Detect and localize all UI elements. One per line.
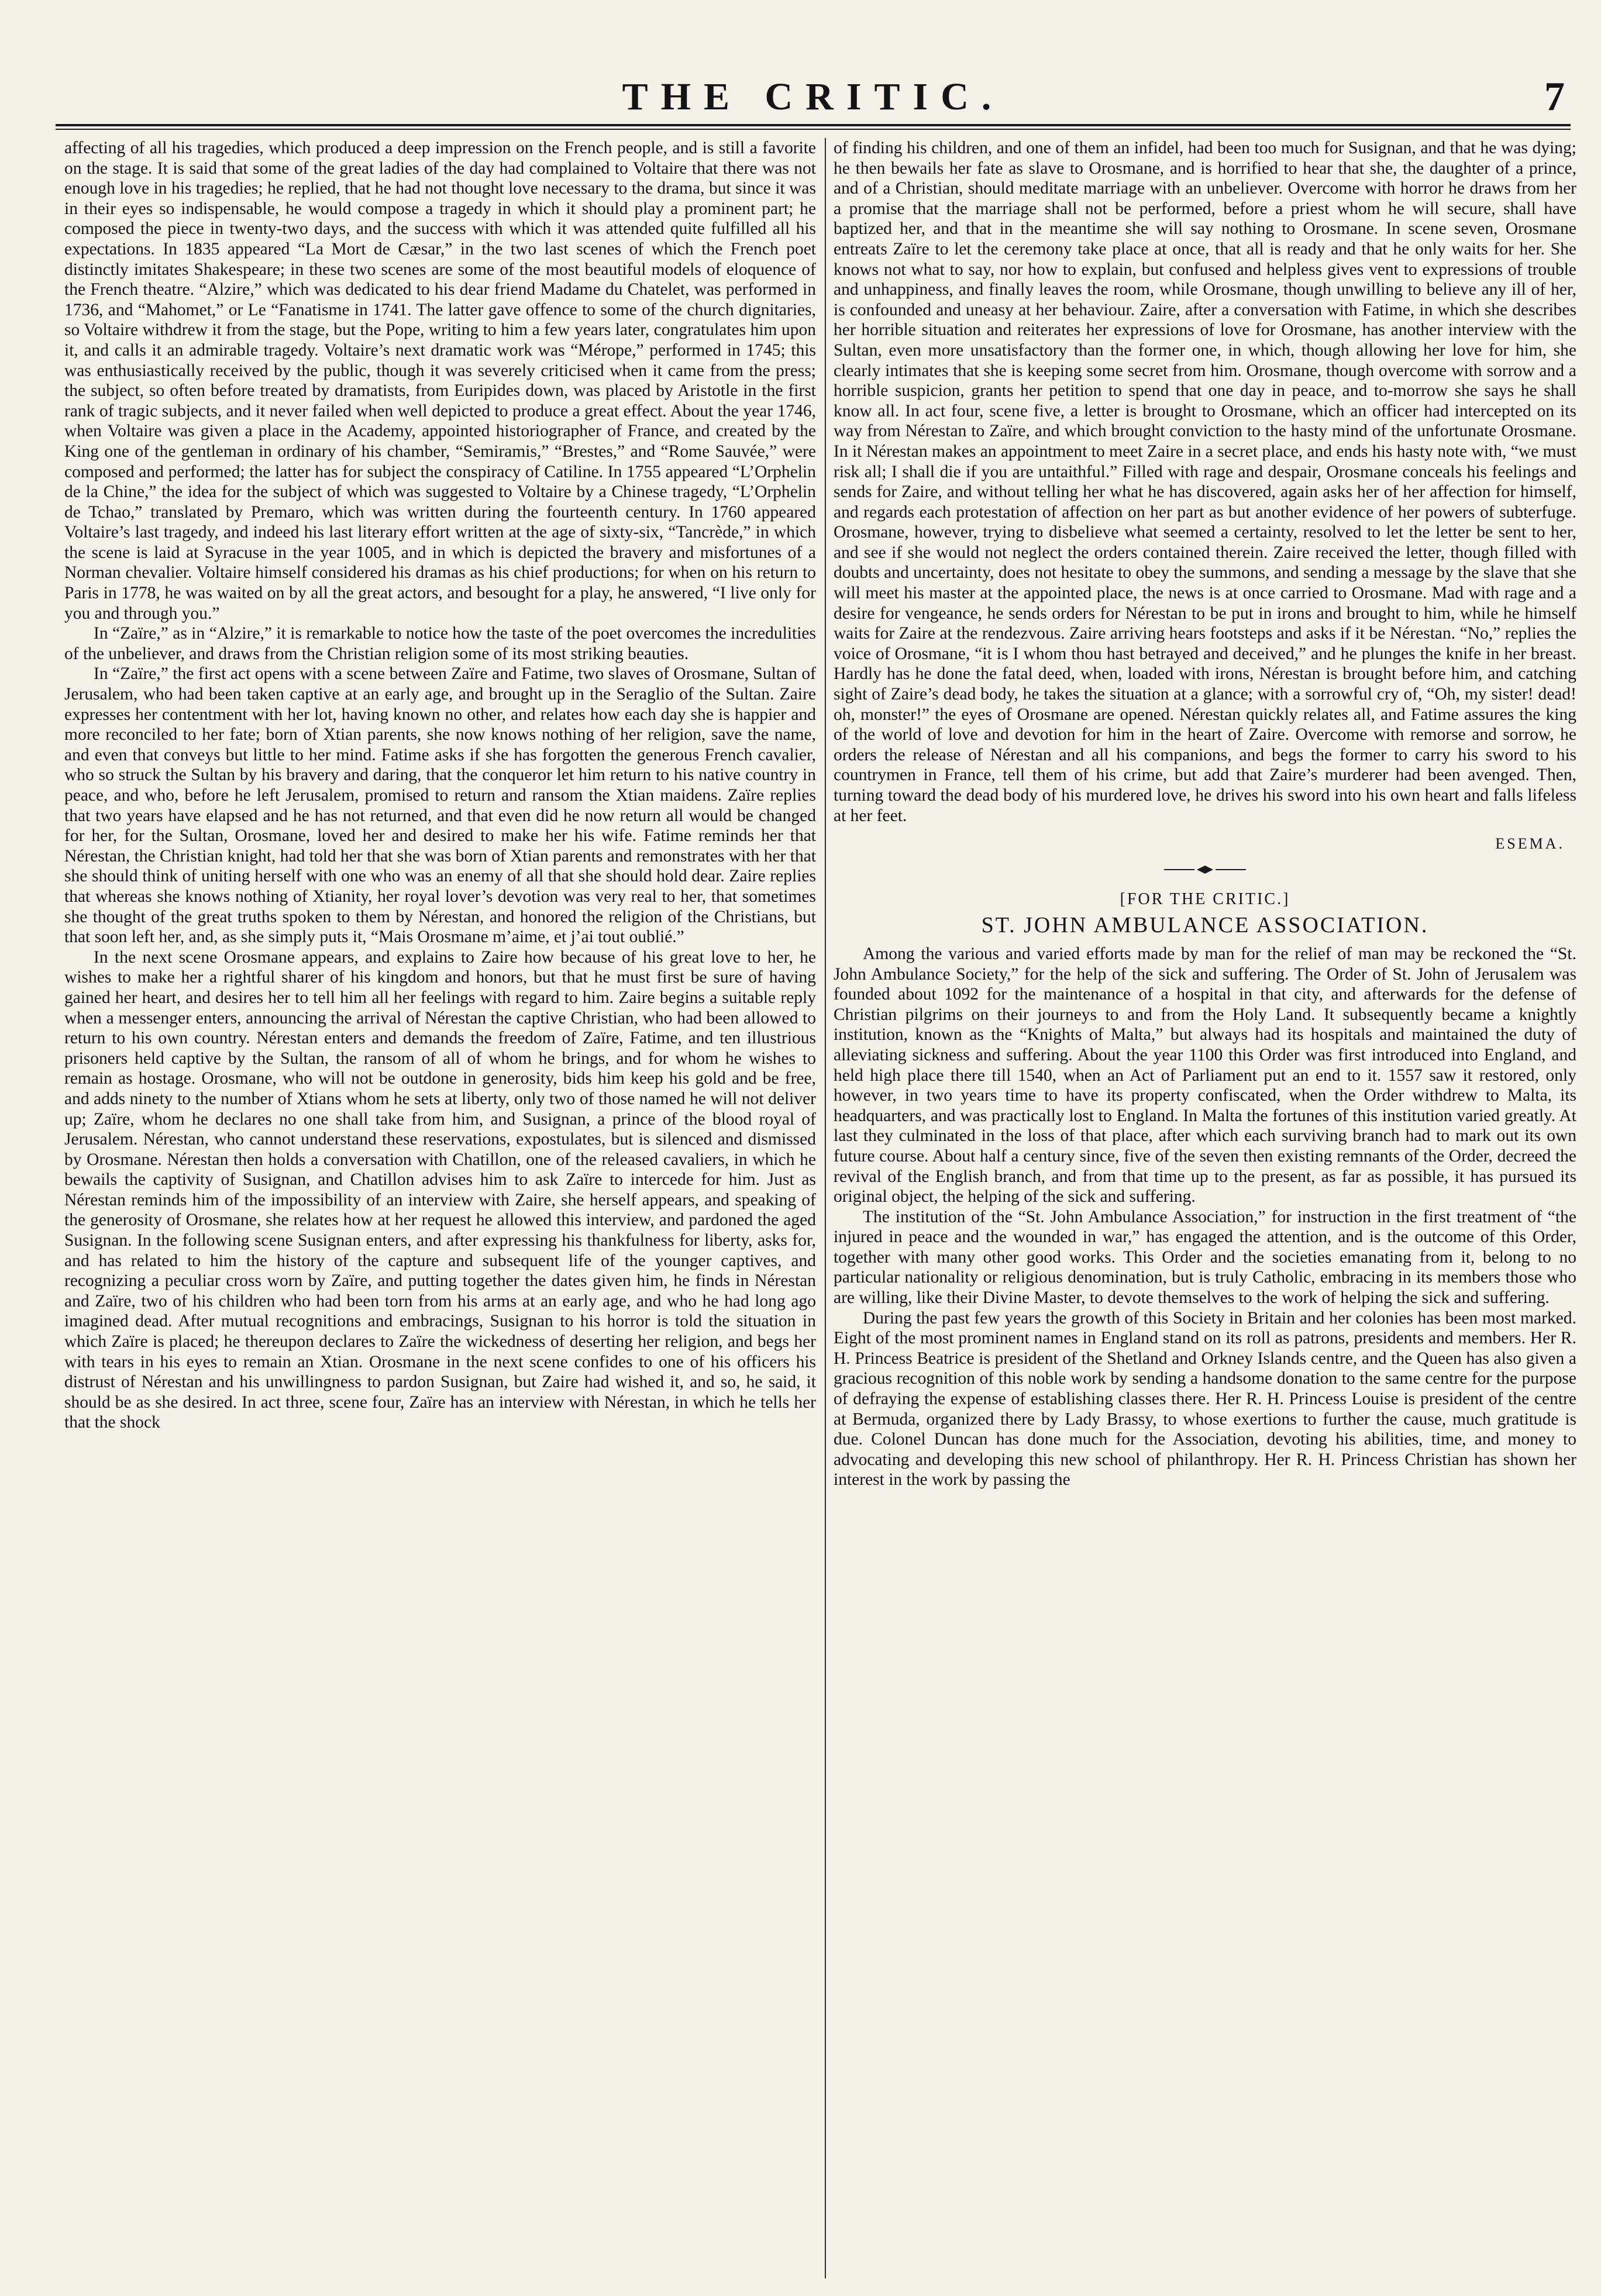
- left-column: [64, 138, 816, 2278]
- article-paragraph: In “Zaïre,” the first act opens with a scene between Zaïre and Fatime, two slaves of Orosmane, Sultan of Jerusalem, who had been taken captive at an early age, and brought up in the Seraglio of the Sultan. Zaire expresses her contentment with her lot, having known no other, and relates how each day she is happier and more reconciled to her fate; born of Xtian parents, she now knows nothing of her religion, save the name, and even that conveys but little to her mind. Fatime asks if she has forgotten the generous French cavalier, who so struck the Sultan by his bravery and daring, that the conqueror let him return to his native country in peace, and who, before he left Jerusalem, promised to return and ransom the Xtian maidens. Zaïre replies that two years have elapsed and he has not returned, and that even did he now return all would be changed for her, for the Sultan, Orosmane, loved her and desired to make her his wife. Fatime reminds her that Nérestan, the Christian knight, had told her that she was born of Xtian parents and remonstrates with her that she should think of uniting herself with one who was an enemy of all that she should hold dear. Zaire replies that whereas she knows nothing of Xtianity, her royal lover’s devotion was very real to her, that sometimes she thought of the great truths spoken to them by Nérestan, and honored the religion of the Christians, but that soon left her, and, as she simply puts it, “Mais Orosmane m’aime, et j’ai tout oublié.”: [64, 664, 816, 947]
- article-paragraph: In the next scene Orosmane appears, and explains to Zaire how because of his great love to her, he wishes to make her a rightful sharer of his kingdom and honors, but that he must first be sure of having gained her heart, and desires her to tell him all her feelings with regard to him. Zaire begins a suitable reply when a messenger enters, announcing the arrival of Nérestan the captive Christian, who had been allowed to return to his own country. Nérestan enters and demands the freedom of Zaïre, Fatime, and ten illustrious prisoners held captive by the Sultan, the ransom of all of whom he brings, and for whom he wishes to remain as hostage. Orosmane, who will not be outdone in generosity, bids him keep his gold and be free, and adds ninety to the number of Xtians whom he sets at liberty, only two of those named he will not deliver up; Zaïre, whom he declares no one shall take from him, and Susignan, a prince of the blood royal of Jerusalem. Nérestan, who cannot understand these reservations, expostulates, but is silenced and dismissed by Orosmane. Nérestan then holds a conversation with Chatillon, one of the released cavaliers, in which he bewails the captivity of Susignan, and Chatillon advises him to ask Zaïre to intercede for him. Just as Nérestan reminds him of the impossibility of an interview with Zaire, she herself appears, and speaking of the generosity of Orosmane, she relates how at her request he allowed this interview, and pardoned the aged Susignan. In the following scene Susignan enters, and after expressing his thankfulness for liberty, asks for, and has related to him the history of the capture and subsequent life of the younger captives, and recognizing a peculiar cross worn by Zaïre, and putting together the dates given him, he finds in Nérestan and Zaïre, two of his children who had been torn from his arms at an early age, and who he had long ago imagined dead. After mutual recognitions and embracings, Susignan to his horror is told the situation in which Zaïre is placed; he thereupon declares to Zaïre the wickedness of deserting her religion, and begs her with tears in his eyes to remain an Xtian. Orosmane in the next scene confides to one of his officers his distrust of Nérestan and his unwillingness to pardon Susignan, but Zaire had wished it, and so, he said, it should be as she desired. In act three, scene four, Zaïre has an interview with Nérestan, in which he tells her that the shock: [64, 947, 816, 1432]
- article-paragraph: During the past few years the growth of this Society in Britain and her colonies has been most marked. Eight of the most prominent names in England stand on its roll as patrons, presidents and members. Her R. H. Princess Beatrice is president of the Shetland and Orkney Islands centre, and the Queen has also given a gracious recognition of this noble work by sending a handsome donation to the same centre for the purpose of defraying the expense of establishing classes there. Her R. H. Princess Louise is president of the centre at Bermuda, organized there by Lady Brassy, to whose exertions to further the cause, much gratitude is due. Colonel Duncan has done much for the Association, devoting his abilities, time, and money to advocating and developing this new school of philanthropy. Her R. H. Princess Christian has shown her interest in the work by passing the: [834, 1308, 1576, 1490]
- article-paragraph: affecting of all his tragedies, which produced a deep impression on the French people, and is still a favorite on the stage. It is said that some of the great ladies of the day had complained to Voltaire that there was not enough love in his tragedies; he replied, that he had not thought love necessary to the drama, but since it was in their eyes so indispensable, he would compose a tragedy in which it should play a prominent part; he composed the piece in twenty-two days, and the success with which it was attended quite fulfilled all his expectations. In 1835 appeared “La Mort de Cæsar,” in the two last scenes of which the French poet distinctly imitates Shakespeare; in these two scenes are some of the most beautiful models of eloquence of the French theatre. “Alzire,” which was dedicated to his dear friend Madame du Chatelet, was performed in 1736, and “Mahomet,” or Le “Fanatisme in 1741. The latter gave offence to some of the church dignitaries, so Voltaire withdrew it from the stage, but the Pope, writing to him a few years later, congratulates him upon it, and calls it an admirable tragedy. Voltaire’s next dramatic work was “Mérope,” performed in 1745; this was enthusiastically received by the public, though it was severely criticised when it came from the press; the subject, so often before treated by dramatists, from Euripides down, was placed by Aristotle in the first rank of tragic subjects, and it never failed when well depicted to produce a great effect. About the year 1746, when Voltaire was given a place in the Academy, appointed historiographer of France, and created by the King one of the gentleman in ordinary of his chamber, “Semiramis,” “Brestes,” and “Rome Sauvée,” were composed and performed; the latter has for subject the conspiracy of Catiline. In 1755 appeared “L’Orphelin de la Chine,” the idea for the subject of which was suggested to Voltaire by a Chinese tragedy, “L’Orphelin de Tchao,” translated by Premaro, which was written during the fourteenth century. In 1760 appeared Voltaire’s last tragedy, and indeed his last literary effort written at the age of sixty-six, “Tancrède,” in which the scene is laid at Syracuse in the year 1005, and in which is depicted the bravery and misfortunes of a Norman chevalier. Voltaire himself considered his dramas as his chief productions; for when on his return to Paris in 1778, he was waited on by all the great actors, and besought for a play, he answered, “I live only for you and through you.”: [64, 139, 816, 623]
- right-column: [834, 138, 1576, 2278]
- author-signature: ESEMA.: [1495, 835, 1565, 853]
- article-paragraph: of finding his children, and one of them an infidel, had been too much for Susignan, and that he was dying; he then bewails her fate as slave to Orosmane, and is horrified to hear that she, the daughter of a prince, and of a Christian, should meditate marriage with an unbeliever. Overcome with horror he draws from her a promise that the marriage shall not be performed, before a priest whom he will secure, shall have baptized her, and that in the meantime she will say nothing to Orosmane. In scene seven, Orosmane entreats Zaïre to let the ceremony take place at once, that all is ready and that he only waits for her. She knows not what to say, nor how to explain, but confused and helpless gives vent to expressions of trouble and unhappiness, and finally leaves the room, while Orosmane, though unwilling to believe any ill of her, is confounded and uneasy at her behaviour. Zaire, after a conversation with Fatime, in which she describes her horrible situation and reiterates her expressions of love for Orosmane, has another interview with the Sultan, even more unsatisfactory than the former one, in which, though allowing her love for him, she clearly intimates that she is keeping some secret from him. Orosmane, though overcome with sorrow and a horrible suspicion, grants her petition to spend that one day in peace, and to-morrow she says he shall know all. In act four, scene five, a letter is brought to Orosmane, which an officer had intercepted on its way from Nérestan to Zaïre, and which brought conviction to the hasty mind of the unfortunate Orosmane. In it Nérestan makes an appointment to meet Zaire in a secret place, and ends his hasty note with, “we must risk all; I shall die if you are untaithful.” Filled with rage and despair, Orosmane conceals his feelings and sends for Zaire, and without telling her what he has discovered, again asks her of her affection for himself, and regards each protestation of affection on her part as but another evidence of her powers of subterfuge. Orosmane, however, trying to disbelieve what seemed a certainty, resolved to let the letter be sent to her, and see if she would not neglect the orders contained therein. Zaire received the letter, though filled with doubts and uncertainty, does not hesitate to obey the summons, and sending a message by the slave that she will meet his master at the appointed place, the news is at once carried to Orosmane. Mad with rage and a desire for vengeance, he sends orders for Nérestan to be put in irons and brought to him, while he himself waits for Zaire at the rendezvous. Zaire arriving hears footsteps and asks if it be Nérestan. “No,” replies the voice of Orosmane, “it is I whom thou hast betrayed and deceived,” and he plunges the knife in her breast. Hardly has he done the fatal deed, when, loaded with irons, Nérestan is brought before him, and catching sight of Zaire’s dead body, he takes the situation at a glance; with a sorrowful cry of, “Oh, my sister! dead! oh, monster!” the eyes of Orosmane are opened. Nérestan quickly relates all, and Fatime assures the king of the world of love and devotion for him in the heart of Zaire. Overcome with remorse and sorrow, he orders the release of Nérestan and all his companions, and begs the former to carry his sword to his countrymen in France, tell them of his crime, but add that Zaire’s murderer had been avenged. Then, turning toward the dead body of his murdered love, he drives his sword into his own heart and falls lifeless at her feet.: [834, 139, 1576, 825]
- publication-title: THE CRITIC.: [622, 75, 1004, 118]
- header-rule: [56, 124, 1571, 130]
- article-headline: ST. JOHN AMBULANCE ASSOCIATION.: [981, 913, 1429, 938]
- section-ornament: [834, 865, 1576, 874]
- article-kicker: [FOR THE CRITIC.]: [1120, 890, 1290, 908]
- article-paragraph: In “Zaïre,” as in “Alzire,” it is remarkable to notice how the taste of the poet overcomes the incredulities of the unbeliever, and draws from the Christian religion some of its most striking beauties.: [64, 624, 816, 663]
- ornament-rule-icon: [1164, 865, 1246, 874]
- masthead: [56, 70, 1571, 123]
- column-divider: [825, 138, 826, 2278]
- article-paragraph: Among the various and varied efforts made by man for the relief of man may be reckoned the “St. John Ambulance Society,” for the help of the sick and suffering. The Order of St. John of Jerusalem was founded about 1092 for the maintenance of a hospital in that city, and afterwards for the defense of Christian pilgrims on their journeys to and from the Holy Land. It subsequently became a knightly institution, known as the “Knights of Malta,” but always had its hospitals and maintained the duty of alleviating sickness and suffering. About the year 1100 this Order was first introduced into England, and held high place there till 1540, when an Act of Parliament put an end to it. 1557 saw it restored, only however, in two years time to have its property confiscated, when the Order withdrew to Malta, its headquarters, and was practically lost to England. In Malta the fortunes of this institution varied greatly. At last they culminated in the loss of that place, after which each surviving branch had to mark out its own future course. About half a century since, five of the seven then existing remnants of the Order, decreed the revival of the English branch, and from that time up to the present, as far as possible, it has pursued its original object, the helping of the sick and suffering.: [834, 944, 1576, 1206]
- article-paragraph: The institution of the “St. John Ambulance Association,” for instruction in the first treatment of “the injured in peace and the wounded in war,” has engaged the attention, and is the outcome of this Order, together with many other good works. This Order and the societies emanating from it, belong to no particular nationality or religious denomination, but is truly Catholic, embracing in its members those who are willing, like their Divine Master, to devote themselves to the work of helping the sick and suffering.: [834, 1207, 1576, 1308]
- page-number: 7: [1544, 74, 1565, 119]
